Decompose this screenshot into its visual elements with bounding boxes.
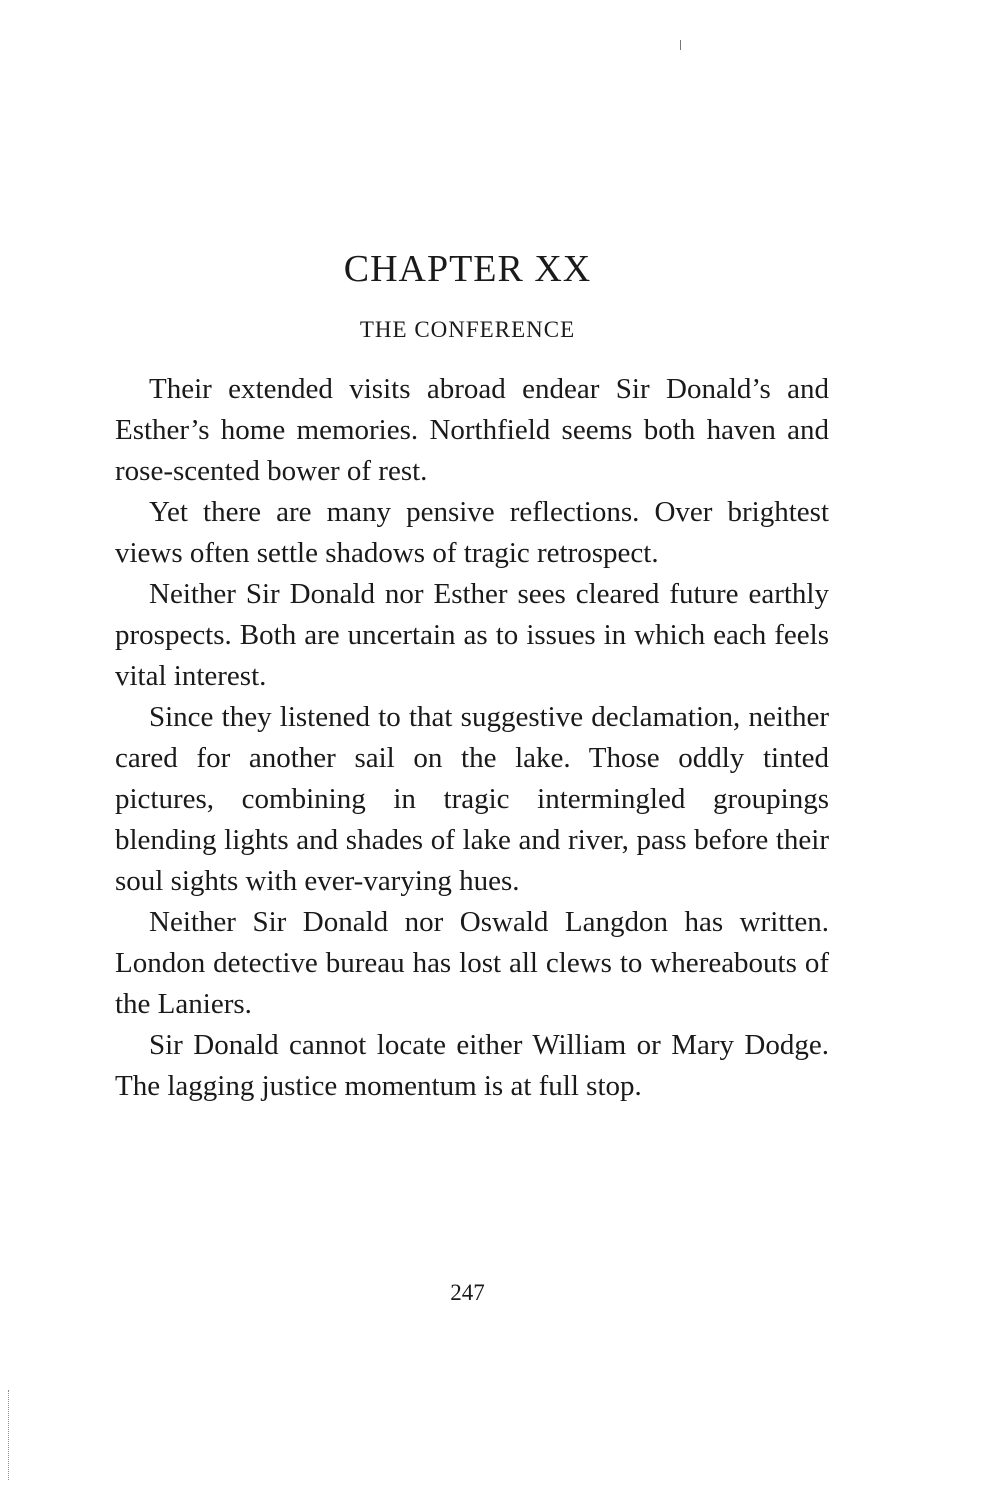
page-number: 247 (450, 1280, 485, 1305)
paragraph: Since they listened to that suggestive declamation, neither cared for another sail on the lake. Those oddly tinted pictures, combining in tragic intermingled groupings blending lights and shades of lake and river, pass before their soul sights with ever-varying hues. (115, 701, 829, 897)
scan-edge-mark (8, 1390, 10, 1480)
paragraph: Neither Sir Donald nor Oswald Langdon has written. London detective bureau has lost all clews to whereabouts of the Laniers. (115, 906, 829, 1020)
paragraph: Neither Sir Donald nor Esther sees cleared future earthly prospects. Both are uncertain as to issues in which each feels vital interest. (115, 578, 829, 692)
paragraph: Their extended visits abroad endear Sir Donald’s and Esther’s home memories. Northfield seems both haven and rose-scented bower of rest. (115, 373, 829, 487)
chapter-body (115, 369, 829, 1107)
paragraph: Yet there are many pensive reflections. Over brightest views often settle shadows of tragic retrospect. (115, 496, 829, 569)
scan-mark (680, 40, 681, 50)
chapter-number: CHAPTER XX (343, 248, 592, 290)
chapter-title: THE CONFERENCE (359, 317, 576, 342)
paragraph: Sir Donald cannot locate either William or Mary Dodge. The lagging justice momentum is at full stop. (115, 1029, 829, 1102)
